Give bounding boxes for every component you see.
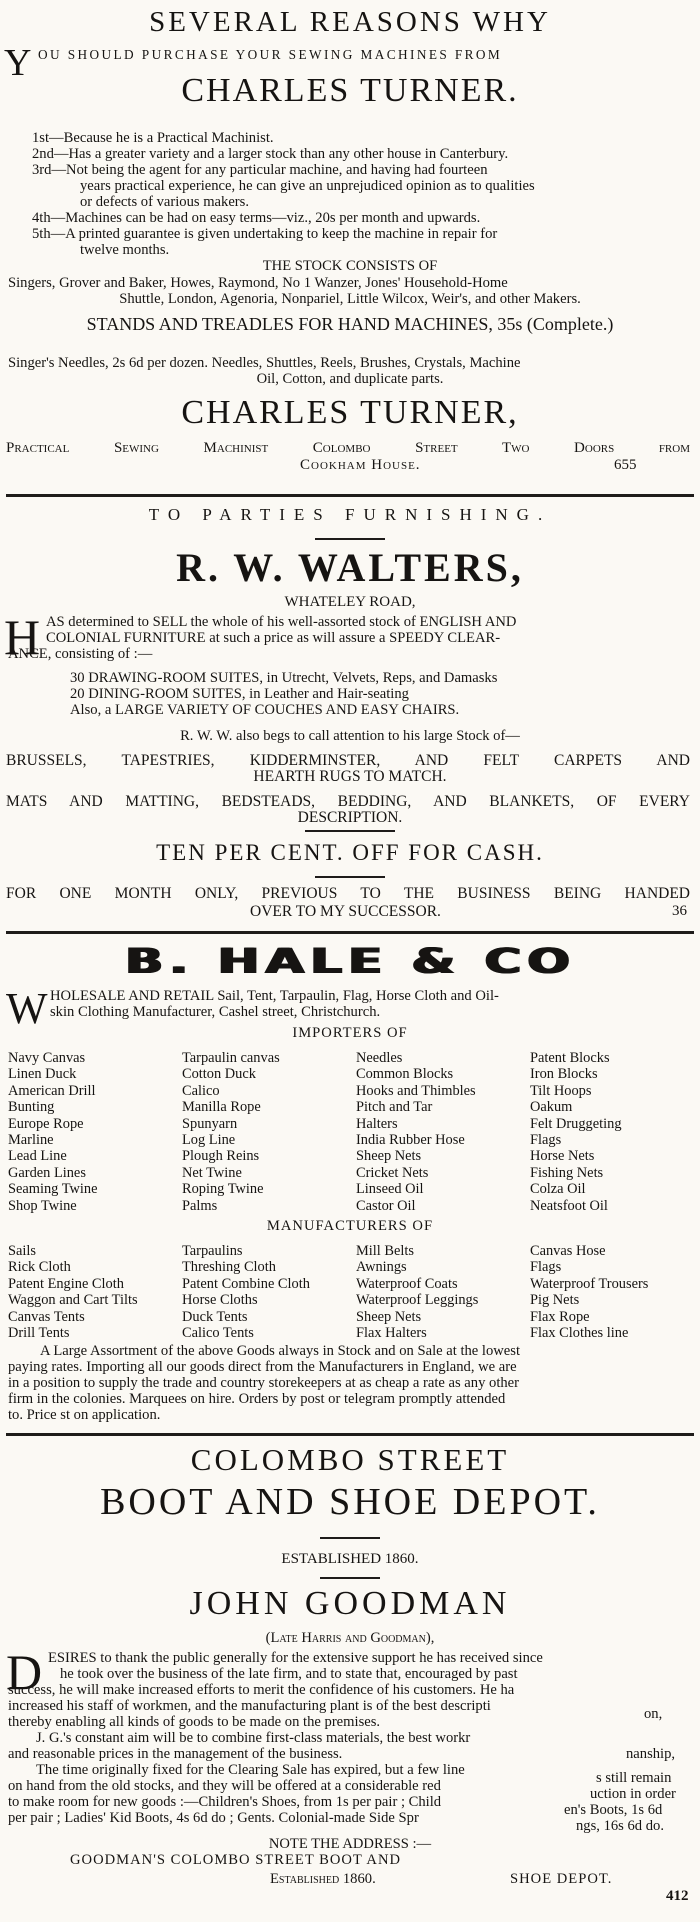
walters-ref-number: 36	[672, 903, 687, 919]
turner-address-line: Practical Sewing Machinist Colombo Street Two Doors from	[6, 440, 690, 456]
goodman-body-line: increased his staff of workmen, and the manufacturing plant is of the best descripti	[8, 1698, 491, 1714]
heading-underline	[320, 1577, 380, 1579]
importer-item: Bunting	[8, 1099, 55, 1116]
goodman-name: JOHN GOODMAN	[189, 1585, 511, 1622]
walters-body-line: COLONIAL FURNITURE at such a price as will assure a SPEEDY CLEAR-	[46, 630, 501, 646]
goodman-note: NOTE THE ADDRESS :—	[268, 1836, 432, 1852]
importer-item: Net Twine	[182, 1164, 242, 1181]
manufactured-item: Drill Tents	[8, 1324, 70, 1341]
importer-item: Manilla Rope	[182, 1099, 261, 1116]
walters-discount: TEN PER CENT. OFF FOR CASH.	[156, 840, 544, 865]
turner-ref-number: 655	[614, 457, 637, 473]
section-divider	[6, 494, 694, 497]
manufactured-item: Horse Cloths	[182, 1292, 258, 1309]
goodman-street: COLOMBO STREET	[190, 1442, 510, 1477]
walters-month-line: OVER TO MY SUCCESSOR.	[250, 903, 441, 920]
walters-name: R. W. WALTERS,	[176, 545, 524, 590]
goodman-body-line: success, he will make increased efforts to merit the confidence of his customers. He ha	[8, 1682, 515, 1698]
importer-item: Plough Reins	[182, 1148, 260, 1165]
importer-item: Lead Line	[8, 1148, 67, 1165]
walters-item: 30 DRAWING-ROOM SUITES, in Utrecht, Velvets, Reps, and Damasks	[70, 670, 498, 686]
hale-closing-line: to. Price st on application.	[8, 1407, 161, 1423]
goodman-margin-fragment: en's Boots, 1s 6d	[564, 1802, 663, 1818]
heading-underline	[320, 1537, 380, 1539]
importer-item: Cricket Nets	[356, 1164, 429, 1181]
importer-item: Linen Duck	[8, 1066, 77, 1083]
turner-reason: 3rd—Not being the agent for any particular machine, and having had fourteen	[32, 162, 488, 178]
importer-item: Common Blocks	[356, 1066, 454, 1083]
goodman-depot: BOOT AND SHOE DEPOT.	[100, 1481, 600, 1523]
hale-closing-line: paying rates. Importing all our goods direct from the Manufacturers in England, we are	[8, 1359, 517, 1375]
goodman-body-line: J. G.'s constant aim will be to combine first-class materials, the best workr	[36, 1730, 471, 1746]
importer-item: Needles	[356, 1050, 403, 1066]
importer-item: Log Line	[182, 1131, 236, 1148]
turner-address-line: Cookham House.	[300, 457, 421, 473]
importer-item: Marline	[8, 1131, 54, 1148]
hale-manufacturers-heading: MANUFACTURERS OF	[266, 1218, 434, 1234]
importer-item: Europe Rope	[8, 1115, 84, 1132]
importer-item: Flags	[530, 1131, 562, 1148]
turner-reason: years practical experience, he can give an unprejudiced opinion as to qualities	[80, 178, 535, 194]
goodman-body-line: per pair ; Ladies' Kid Boots, 4s 6d do ; Gents. Colonial-made Side Spr	[8, 1810, 419, 1826]
importer-item: Seaming Twine	[8, 1181, 98, 1198]
importer-item: Hooks and Thimbles	[356, 1082, 476, 1099]
importer-item: Roping Twine	[182, 1181, 264, 1198]
importer-item: American Drill	[8, 1082, 96, 1099]
turner-heading: SEVERAL REASONS WHY	[149, 6, 551, 38]
goodman-footer-line: GOODMAN'S COLOMBO STREET BOOT AND	[70, 1852, 402, 1868]
goodman-body-line: to make room for new goods :—Children's Shoes, from 1s per pair ; Child	[8, 1794, 442, 1810]
walters-carpets-line: BRUSSELS, TAPESTRIES, KIDDERMINSTER, AND FELT CARPETS AND	[6, 752, 690, 769]
manufactured-item: Flax Rope	[530, 1308, 590, 1325]
manufactured-item: Canvas Tents	[8, 1308, 85, 1325]
importer-item: Colza Oil	[530, 1181, 586, 1198]
turner-address	[6, 440, 690, 457]
manufactured-item: Waggon and Cart Tilts	[8, 1292, 138, 1309]
importer-item: Fishing Nets	[530, 1164, 604, 1181]
hale-closing-line: in a position to supply the trade and country storekeepers at as cheap a rate as any other	[8, 1375, 520, 1391]
walters-dropcap: H	[4, 609, 41, 665]
walters-carpets-line: HEARTH RUGS TO MATCH.	[253, 768, 447, 785]
hale-manufacturers-column	[182, 1243, 310, 1341]
goodman-established: ESTABLISHED 1860.	[281, 1551, 419, 1567]
importer-item: Garden Lines	[8, 1164, 86, 1181]
manufactured-item: Flags	[530, 1259, 562, 1276]
turner-stock-line: Singers, Grover and Baker, Howes, Raymond, No 1 Wanzer, Jones' Household-Home	[8, 275, 508, 291]
importer-item: Felt Druggeting	[530, 1115, 622, 1132]
walters-mats-line: MATS AND MATTING, BEDSTEADS, BEDDING, AND BLANKETS, OF EVERY	[6, 793, 690, 810]
walters-road: WHATELEY ROAD,	[284, 594, 416, 610]
importer-item: Neatsfoot Oil	[530, 1197, 608, 1214]
hale-manufacturers-column	[8, 1243, 138, 1341]
manufactured-item: Pig Nets	[530, 1292, 580, 1309]
goodman-body-line: The time originally fixed for the Clearing Sale has expired, but a few line	[36, 1762, 465, 1778]
manufactured-item: Flax Clothes line	[530, 1324, 629, 1341]
manufactured-item: Tarpaulins	[182, 1243, 243, 1259]
goodman-margin-fragment: on,	[644, 1706, 663, 1722]
goodman-footer-established: Established 1860.	[270, 1871, 376, 1887]
turner-needles-line: Oil, Cotton, and duplicate parts.	[256, 371, 444, 387]
manufactured-item: Waterproof Leggings	[356, 1292, 479, 1309]
goodman-body-line: and reasonable prices in the management of the business.	[8, 1746, 343, 1762]
importer-item: Navy Canvas	[8, 1050, 86, 1066]
goodman-margin-fragment: uction in order	[590, 1786, 676, 1802]
importer-item: Iron Blocks	[530, 1066, 598, 1083]
importer-item: Shop Twine	[8, 1197, 77, 1214]
walters-month-line: FOR ONE MONTH ONLY, PREVIOUS TO THE BUSINESS BEING HANDED	[6, 885, 690, 902]
manufactured-item: Mill Belts	[356, 1243, 414, 1259]
manufactured-item: Awnings	[356, 1259, 407, 1276]
manufactured-item: Patent Combine Cloth	[182, 1275, 310, 1292]
importer-item: Palms	[182, 1197, 218, 1214]
turner-intro-dropcap: Y	[4, 42, 32, 84]
walters-item: Also, a LARGE VARIETY OF COUCHES AND EASY CHAIRS.	[70, 702, 460, 718]
manufactured-item: Canvas Hose	[530, 1243, 606, 1259]
hale-manufacturers-column	[530, 1243, 648, 1341]
importer-item: Oakum	[530, 1099, 573, 1116]
heading-underline	[315, 876, 385, 878]
walters-body-line: AS determined to SELL the whole of his well-assorted stock of ENGLISH AND	[46, 614, 517, 630]
section-divider	[6, 1433, 694, 1436]
turner-intro: OU SHOULD PURCHASE YOUR SEWING MACHINES FROM	[38, 47, 503, 62]
hale-dropcap: W	[6, 984, 48, 1033]
importer-item: Spunyarn	[182, 1115, 238, 1132]
importer-item: Halters	[356, 1115, 398, 1132]
manufactured-item: Duck Tents	[182, 1308, 248, 1325]
page-number: 412	[666, 1888, 689, 1904]
turner-reason: twelve months.	[80, 242, 170, 258]
importer-item: Tarpaulin canvas	[182, 1050, 280, 1066]
importer-item: Calico	[182, 1082, 220, 1099]
walters-also: R. W. W. also begs to call attention to his large Stock of—	[180, 728, 520, 744]
hale-importers-heading: IMPORTERS OF	[292, 1025, 408, 1041]
hale-importers-column	[356, 1050, 476, 1214]
hale-closing-line: firm in the colonies. Marquees on hire. Orders by post or telegram promptly attended	[8, 1391, 506, 1407]
goodman-body-line: he took over the business of the late firm, and to state that, encouraged by past	[60, 1666, 518, 1682]
goodman-margin-fragment: s still remain	[596, 1770, 672, 1786]
section-divider	[6, 931, 694, 934]
turner-stock-line: Shuttle, London, Agenoria, Nonpariel, Little Wilcox, Weir's, and other Makers.	[119, 291, 581, 307]
turner-reason: 4th—Machines can be had on easy terms—viz., 20s per month and upwards.	[32, 210, 481, 226]
walters-heading: TO PARTIES FURNISHING.	[148, 505, 552, 524]
goodman-margin-fragment: nanship,	[626, 1746, 676, 1762]
goodman-footer-right: SHOE DEPOT.	[510, 1871, 613, 1887]
manufactured-item: Flax Halters	[356, 1324, 427, 1341]
manufactured-item: Patent Engine Cloth	[8, 1275, 124, 1292]
hale-importers-column	[8, 1050, 97, 1214]
hale-importers-column	[530, 1050, 622, 1214]
hale-name: B. HALE & CO	[124, 940, 576, 982]
importer-item: Horse Nets	[530, 1148, 595, 1165]
turner-stock-heading: THE STOCK CONSISTS OF	[262, 258, 438, 274]
turner-reason: or defects of various makers.	[80, 194, 249, 210]
turner-name-2: CHARLES TURNER,	[181, 394, 519, 431]
goodman-dropcap: D	[6, 1644, 43, 1700]
manufactured-item: Waterproof Trousers	[530, 1275, 649, 1292]
walters-body-line: ANCE, consisting of :—	[8, 646, 153, 662]
manufactured-item: Calico Tents	[182, 1324, 254, 1341]
importer-item: Castor Oil	[356, 1197, 416, 1214]
hale-closing-line: A Large Assortment of the above Goods always in Stock and on Sale at the lowest	[40, 1343, 521, 1359]
importer-item: India Rubber Hose	[356, 1131, 465, 1148]
importer-item: Linseed Oil	[356, 1181, 424, 1198]
goodman-body-line: on hand from the old stocks, and they will be offered at a considerable red	[8, 1778, 441, 1794]
manufactured-item: Sails	[8, 1243, 36, 1259]
walters-month	[6, 885, 690, 903]
walters-item: 20 DINING-ROOM SUITES, in Leather and Hair-seating	[70, 686, 409, 702]
importer-item: Cotton Duck	[182, 1066, 256, 1083]
manufactured-item: Sheep Nets	[356, 1308, 422, 1325]
goodman-body-line: ESIRES to thank the public generally for the extensive support he has received since	[48, 1650, 543, 1666]
turner-needles-line: Singer's Needles, 2s 6d per dozen. Needles, Shuttles, Reels, Brushes, Crystals, Machine	[8, 355, 521, 371]
manufactured-item: Waterproof Coats	[356, 1275, 458, 1292]
importer-item: Pitch and Tar	[356, 1099, 433, 1116]
hale-intro-line: HOLESALE AND RETAIL Sail, Tent, Tarpaulin, Flag, Horse Cloth and Oil-	[50, 988, 499, 1004]
turner-stands: STANDS AND TREADLES FOR HAND MACHINES, 35s (Complete.)	[86, 314, 614, 334]
goodman-margin-fragment: ngs, 16s 6d do.	[576, 1818, 664, 1834]
importer-item: Sheep Nets	[356, 1148, 422, 1165]
goodman-late: (Late Harris and Goodman),	[265, 1630, 435, 1646]
manufactured-item: Rick Cloth	[8, 1259, 71, 1276]
importer-item: Patent Blocks	[530, 1050, 610, 1066]
goodman-body-line: thereby enabling all kinds of goods to be made on the premises.	[8, 1714, 381, 1730]
importer-item: Tilt Hoops	[530, 1082, 592, 1099]
heading-underline	[315, 538, 385, 540]
walters-mats-line: DESCRIPTION.	[297, 809, 403, 826]
hale-manufacturers-column	[356, 1243, 478, 1341]
turner-reason: 2nd—Has a greater variety and a larger stock than any other house in Canterbury.	[32, 146, 509, 162]
turner-reason: 1st—Because he is a Practical Machinist.	[32, 130, 274, 146]
manufactured-item: Threshing Cloth	[182, 1259, 276, 1276]
heading-underline	[305, 830, 395, 832]
turner-reason: 5th—A printed guarantee is given undertaking to keep the machine in repair for	[32, 226, 498, 242]
hale-importers-column	[182, 1050, 280, 1214]
hale-intro-line: skin Clothing Manufacturer, Cashel street, Christchurch.	[50, 1004, 381, 1020]
turner-name: CHARLES TURNER.	[181, 72, 519, 109]
